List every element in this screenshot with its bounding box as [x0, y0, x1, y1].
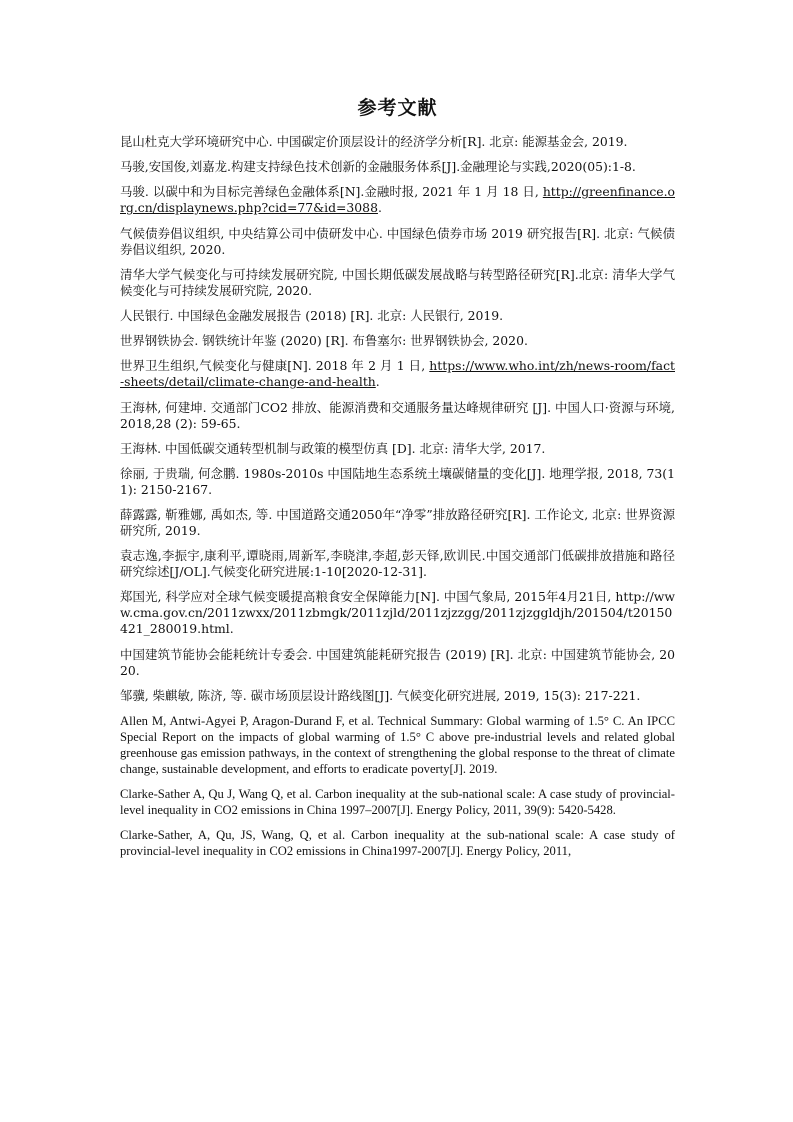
reference-entry — [120, 589, 675, 637]
reference-text: 世界卫生组织,气候变化与健康[N]. 2018 年 2 月 1 日, — [120, 358, 430, 374]
reference-entry — [120, 688, 675, 704]
reference-text: 清华大学气候变化与可持续发展研究院, 中国长期低碳发展战略与转型路径研究[R].北京: 清华大学气候变化与可持续发展研究院, 2020. — [120, 266, 675, 298]
reference-entry — [120, 226, 675, 258]
reference-entry — [120, 333, 675, 349]
reference-text: 马骏. 以碳中和为目标完善绿色金融体系[N].金融时报, 2021 年 1 月 18 日, — [120, 184, 543, 200]
reference-entry — [120, 358, 675, 390]
reference-list — [120, 134, 675, 869]
reference-text: 邹骥, 柴麒敏, 陈济, 等. 碳市场顶层设计路线图[J]. 气候变化研究进展, 2019, 15(3): 217-221. — [120, 687, 641, 703]
reference-entry — [120, 713, 675, 777]
reference-text: 郑国光, 科学应对全球气候变暖提高粮食安全保障能力[N]. 中国气象局, 2015年4月21日, http://www.cma.gov.cn/2011zwxx/2011zbmgk/2011zjld/2011zjzzgg/2011zjzggldjh/201504/t20150421_280019.html. — [120, 589, 675, 637]
reference-text: 马骏,安国俊,刘嘉龙.构建支持绿色技术创新的金融服务体系[J].金融理论与实践,2020(05):1-8. — [120, 159, 636, 175]
reference-text: 袁志逸,李振宇,康利平,谭晓雨,周新军,李晓津,李超,彭天铎,欧训民.中国交通部门低碳排放措施和路径研究综述[J/OL].气候变化研究进展:1-10[2020-12-31]. — [120, 548, 675, 580]
reference-text: 气候债券倡议组织, 中央结算公司中债研发中心. 中国绿色债券市场 2019 研究报告[R]. 北京: 气候债券倡议组织, 2020. — [120, 225, 675, 257]
reference-entry — [120, 441, 675, 457]
reference-entry — [120, 159, 675, 175]
reference-entry — [120, 647, 675, 679]
reference-text: Clarke-Sather A, Qu J, Wang Q, et al. Carbon inequality at the sub-national scale: A case study of provincial-level inequality in CO2 emissions in China 1997–2007[J]. Energy Policy, 2011, 39(9): 5420-5428. — [120, 787, 675, 818]
reference-text: 中国建筑节能协会能耗统计专委会. 中国建筑能耗研究报告 (2019) [R]. 北京: 中国建筑节能协会, 2020. — [120, 646, 675, 678]
reference-entry — [120, 308, 675, 324]
reference-entry — [120, 134, 675, 150]
reference-entry — [120, 548, 675, 580]
reference-entry — [120, 827, 675, 859]
page-title: 参考文献 — [357, 97, 438, 119]
reference-text: 昆山杜克大学环境研究中心. 中国碳定价顶层设计的经济学分析[R]. 北京: 能源基金会, 2019. — [120, 134, 628, 149]
reference-text: 世界钢铁协会. 钢铁统计年鉴 (2020) [R]. 布鲁塞尔: 世界钢铁协会, 2020. — [120, 333, 528, 349]
reference-entry — [120, 786, 675, 818]
reference-entry — [120, 267, 675, 299]
reference-entry — [120, 184, 675, 216]
reference-text: 王海林. 中国低碳交通转型机制与政策的模型仿真 [D]. 北京: 清华大学, 2017. — [120, 440, 546, 456]
reference-link[interactable]: https://www.who.int/zh/news-room/fact-sheets/detail/climate-change-and-health — [120, 358, 675, 390]
reference-entry — [120, 466, 675, 498]
reference-text: Allen M, Antwi-Agyei P, Aragon-Durand F, et al. Technical Summary: Global warming of 1.5° C. An IPCC Special Report on the impacts of global warming of 1.5° C above pre-industrial levels and related global greenhouse gas emission pathways, in the context of strengthening the global response to the threat of climate change, sustainable development, and efforts to eradicate poverty[J]. 2019. — [120, 714, 675, 776]
reference-text: 王海林, 何建坤. 交通部门CO2 排放、能源消费和交通服务量达峰规律研究 [J]. 中国人口·资源与环境, 2018,28 (2): 59-65. — [120, 399, 675, 431]
reference-text: 薛露露, 靳雅娜, 禹如杰, 等. 中国道路交通2050年“净零”排放路径研究[R]. 工作论文, 北京: 世界资源研究所, 2019. — [120, 507, 675, 539]
reference-trailing-punctuation: . — [377, 200, 382, 216]
reference-trailing-punctuation: . — [375, 374, 380, 390]
reference-text: 人民银行. 中国绿色金融发展报告 (2018) [R]. 北京: 人民银行, 2019. — [120, 307, 504, 323]
reference-entry — [120, 507, 675, 539]
reference-text: 徐丽, 于贵瑞, 何念鹏. 1980s-2010s 中国陆地生态系统土壤碳储量的变化[J]. 地理学报, 2018, 73(11): 2150-2167. — [120, 465, 675, 497]
reference-text: Clarke-Sather, A, Qu, JS, Wang, Q, et al. Carbon inequality at the sub-national scale: A case study of provincial-level inequality in CO2 emissions in China1997-2007[J]. Energy Policy, 2011, — [120, 828, 675, 859]
reference-link[interactable]: http://greenfinance.org.cn/displaynews.php?cid=77&id=3088 — [120, 184, 675, 216]
reference-entry — [120, 400, 675, 432]
